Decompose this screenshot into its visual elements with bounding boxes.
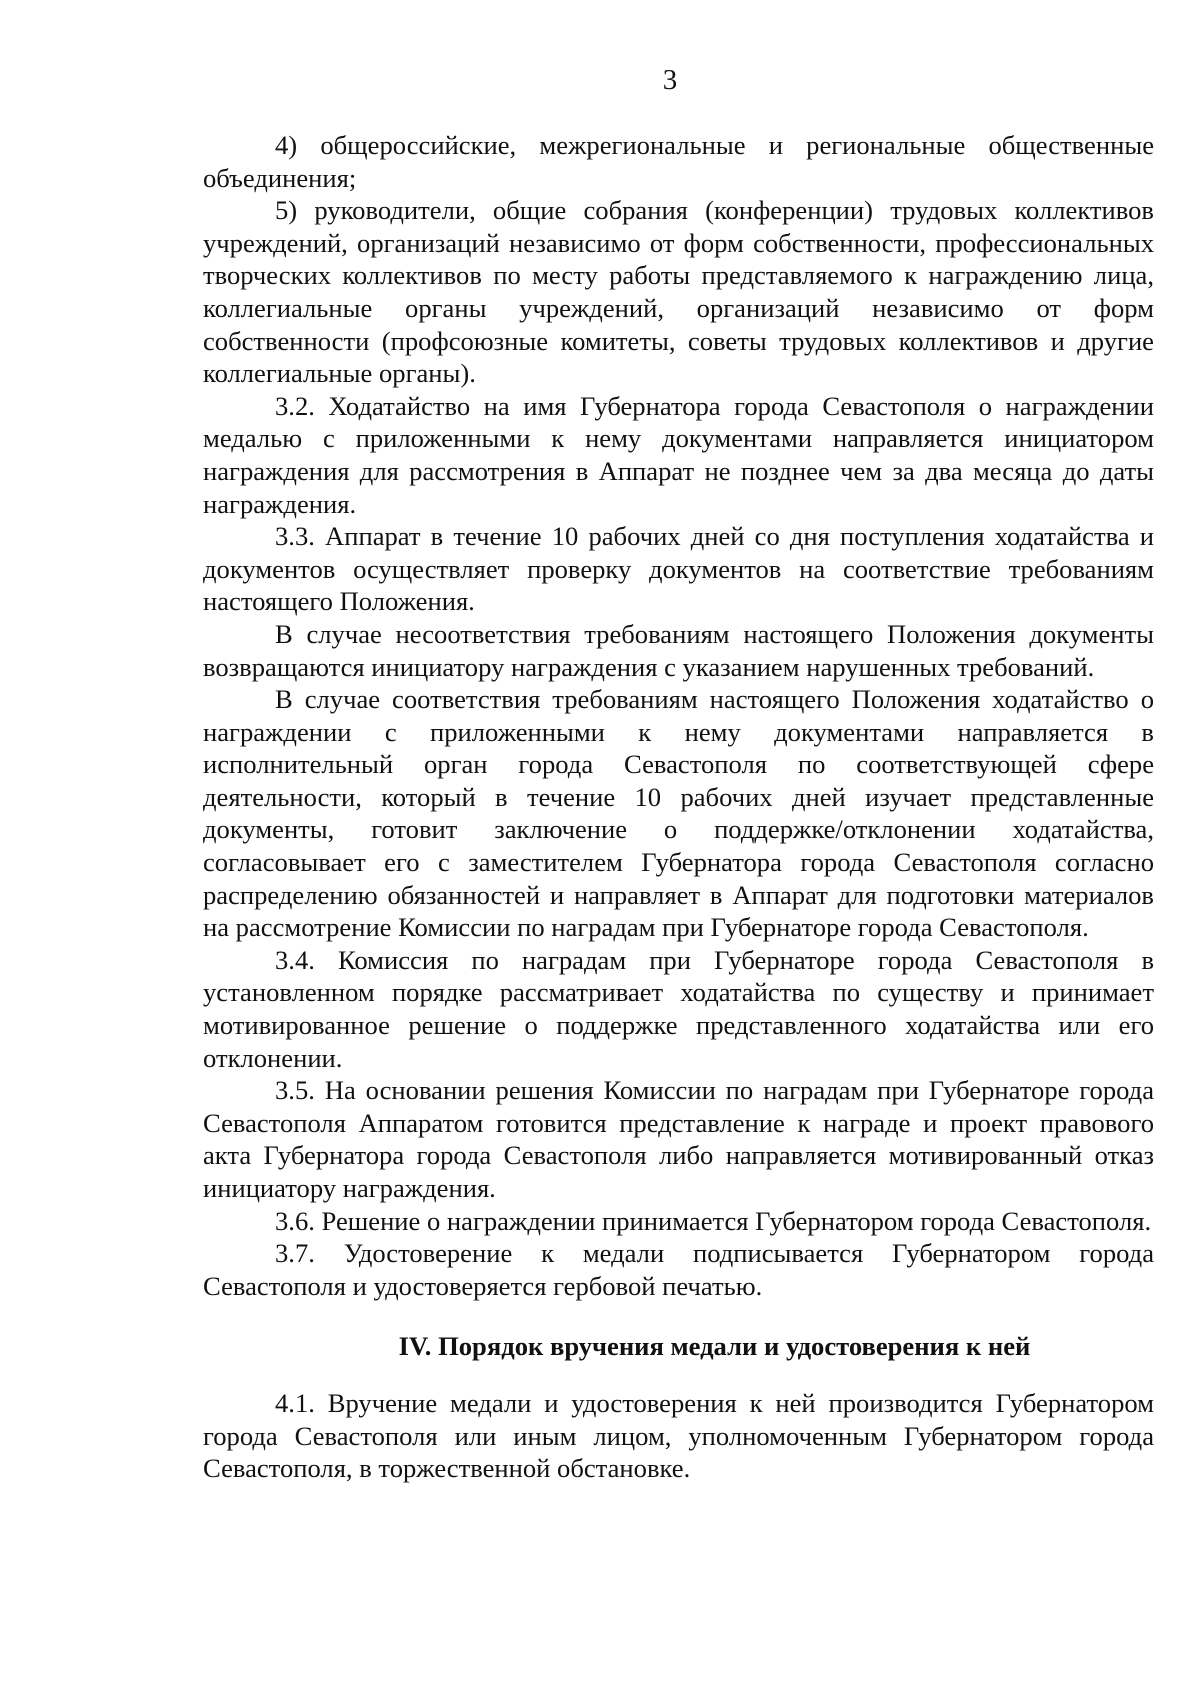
paragraph-3-4: 3.4. Комиссия по наградам при Губернаторе города Севастополя в установленном порядке рассматривает ходатайства по существу и принимает мотивированное решение о поддержке представленного ходатайства или его отклонении.: [203, 944, 1154, 1073]
paragraph-item-4: 4) общероссийские, межрегиональные и региональные общественные объединения;: [203, 130, 1154, 193]
page-number: 3: [662, 64, 678, 96]
document-body: [203, 129, 1154, 1485]
section-heading: IV. Порядок вручения медали и удостоверения к ней: [398, 1331, 1031, 1362]
paragraph-3-2: 3.2. Ходатайство на имя Губернатора города Севастополя о награждении медалью с приложенными к нему документами направляется инициатором награждения для рассмотрения в Аппарат не позднее чем за два месяца до даты награждения.: [203, 390, 1154, 519]
paragraph-3-3: 3.3. Аппарат в течение 10 рабочих дней со дня поступления ходатайства и документов осуществляет проверку документов на соответствие требованиям настоящего Положения.: [203, 521, 1154, 617]
paragraph-3-7: 3.7. Удостоверение к медали подписывается Губернатором города Севастополя и удостоверяется гербовой печатью.: [203, 1238, 1154, 1301]
paragraph-3-6: 3.6. Решение о награждении принимается Губернатором города Севастополя.: [275, 1205, 1152, 1236]
paragraph-item-5: 5) руководители, общие собрания (конференции) трудовых коллективов учреждений, организаций независимо от форм собственности, профессиональных творческих коллективов по месту работы представляемого к награждению лица, коллегиальные органы учреждений, организаций независимо от форм собственности (профсоюзные комитеты, советы трудовых коллективов и другие коллегиальные органы).: [203, 195, 1154, 389]
paragraph-3-3-compliance: В случае соответствия требованиям настоящего Положения ходатайство о награждении с приложенными к нему документами направляется в исполнительный орган города Севастополя по соответствующей сфере деятельности, который в течение 10 рабочих дней изучает представленные документы, готовит заключение о поддержке/отклонении ходатайства, согласовывает его с заместителем Губернатора города Севастополя согласно распределению обязанностей и направляет в Аппарат для подготовки материалов на рассмотрение Комиссии по наградам при Губернаторе города Севастополя.: [203, 684, 1154, 943]
paragraph-4-1: 4.1. Вручение медали и удостоверения к ней производится Губернатором города Севастополя или иным лицом, уполномоченным Губернатором города Севастополя, в торжественной обстановке.: [203, 1387, 1154, 1484]
paragraph-3-5: 3.5. На основании решения Комиссии по наградам при Губернаторе города Севастополя Аппаратом готовится представление к награде и проект правового акта Губернатора города Севастополя либо направляется мотивированный отказ инициатору награждения.: [203, 1075, 1154, 1203]
paragraph-3-3-noncompliance: В случае несоответствия требованиям настоящего Положения документы возвращаются инициатору награждения с указанием нарушенных требований.: [203, 618, 1154, 682]
